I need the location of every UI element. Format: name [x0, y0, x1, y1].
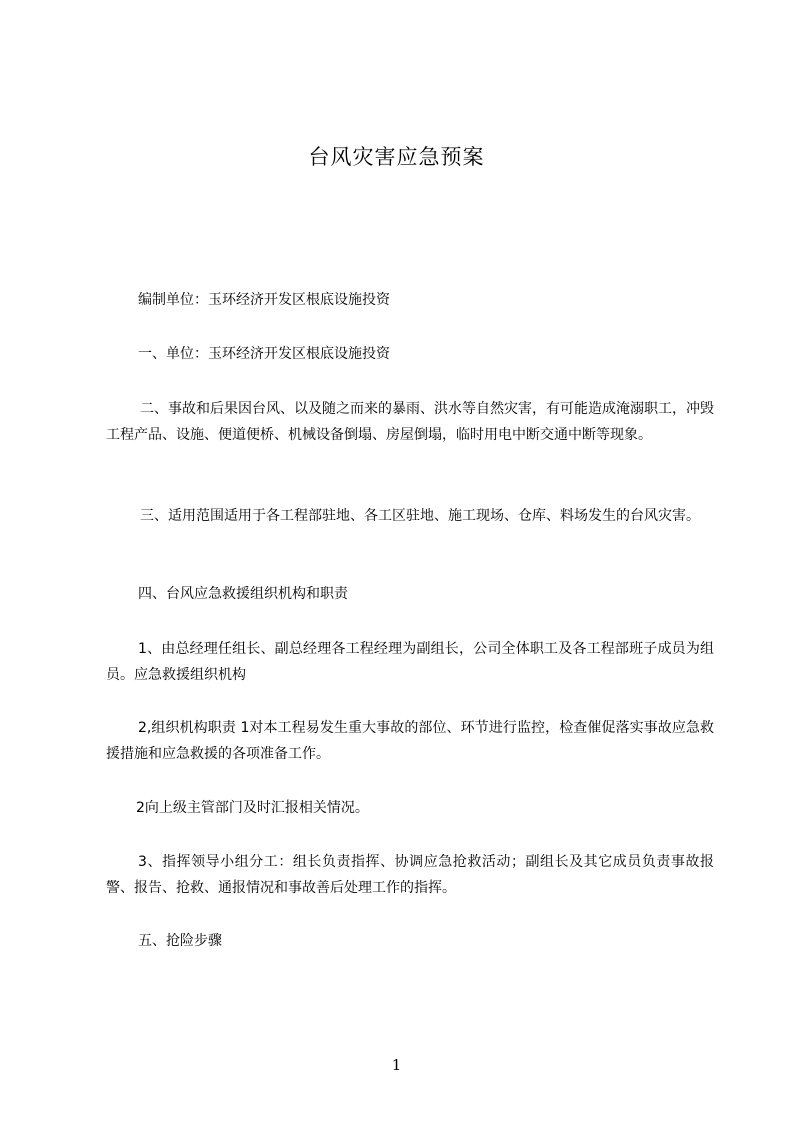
paragraph-item-3: 3、指挥领导小组分工：组长负责指挥、协调应急抢救活动；副组长及其它成员负责事故报警、报告、抢救、通报情况和事故善后处理工作的指挥。 — [106, 854, 714, 896]
paragraph-item-2: 2,组织机构职责 1对本工程易发生重大事故的部位、环节进行监控，检查催促落实事故应急救援措施和应急救援的各项准备工作。 — [106, 720, 714, 762]
paragraph-item-2-sub: 2向上级主管部门及时汇报相关情况。 — [136, 800, 369, 816]
paragraph-section-3: 三、适用范围适用于各工程部驻地、各工区驻地、施工现场、仓库、料场发生的台风灾害。 — [140, 508, 700, 524]
paragraph-section-1: 一、单位：玉环经济开发区根底设施投资 — [138, 346, 390, 362]
paragraph-section-5: 五、抢险步骤 — [138, 933, 222, 949]
page-number: 1 — [391, 1056, 402, 1074]
paragraph-item-1: 1、由总经理任组长、副总经理各工程经理为副组长，公司全体职工及各工程部班子成员为组员。应急救援组织机构 — [106, 641, 714, 683]
page-title: 台风灾害应急预案 — [308, 145, 485, 169]
paragraph-compiler: 编制单位：玉环经济开发区根底设施投资 — [138, 292, 390, 308]
paragraph-section-2: 二、事故和后果因台风、以及随之而来的暴雨、洪水等自然灾害，有可能造成淹溺职工，冲毁工程产品、设施、便道便桥、机械设备倒塌、房屋倒塌，临时用电中断交通中断等现象。 — [106, 401, 714, 443]
paragraph-section-4: 四、台风应急救援组织机构和职责 — [138, 586, 348, 602]
